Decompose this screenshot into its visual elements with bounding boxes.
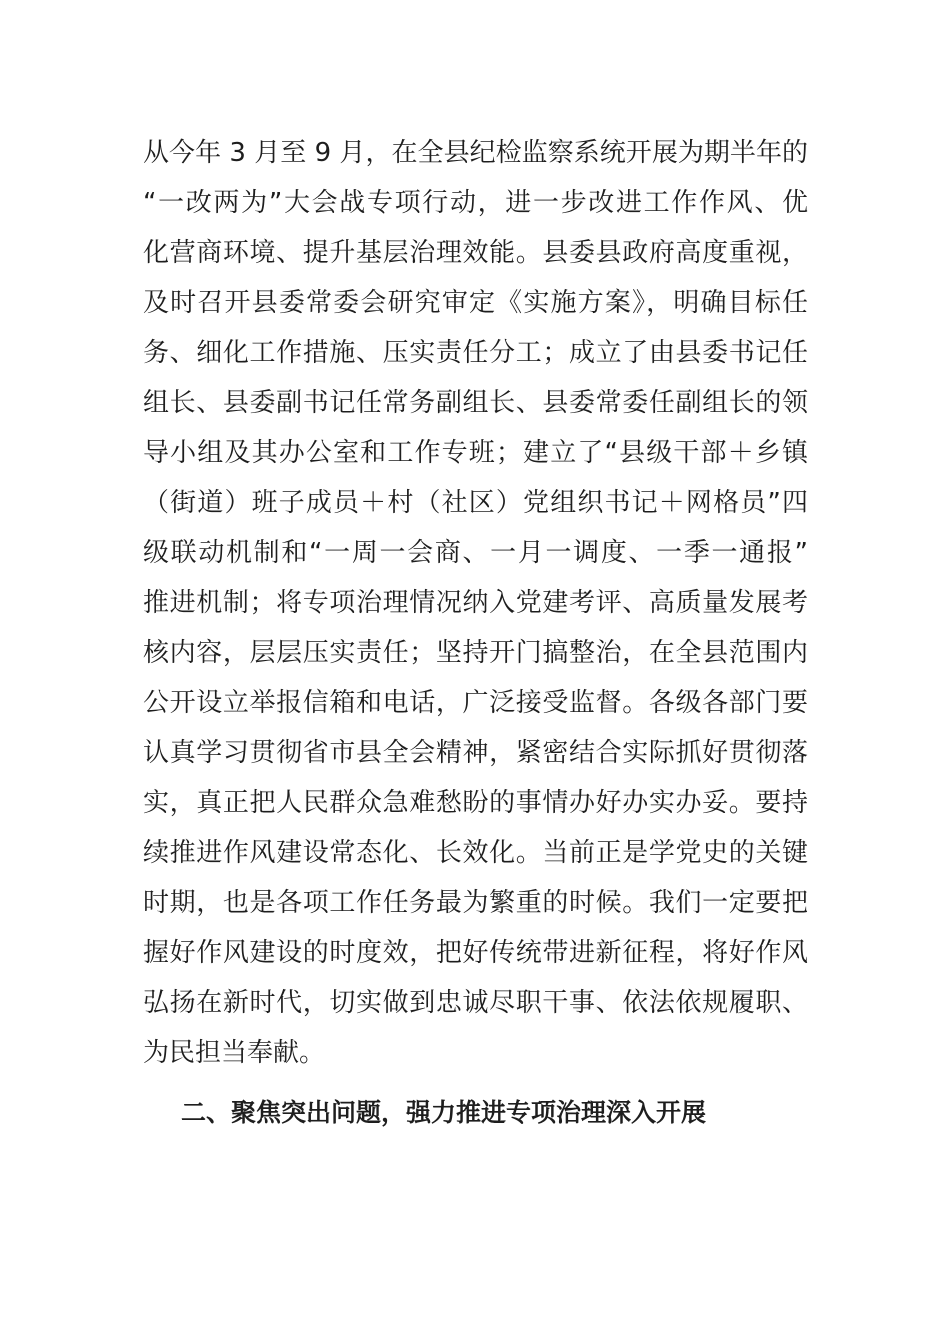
paragraph-line: 务、细化工作措施、压实责任分工；成立了由县委书记任	[143, 338, 808, 368]
paragraph-line: 组长、县委副书记任常务副组长、县委常委任副组长的领	[143, 388, 808, 418]
paragraph-line: 推进机制；将专项治理情况纳入党建考评、高质量发展考	[143, 588, 808, 618]
paragraph-line: 级联动机制和“一周一会商、一月一调度、一季一通报”	[143, 538, 808, 568]
paragraph-line: 化营商环境、提升基层治理效能。县委县政府高度重视，	[143, 238, 808, 268]
paragraph-line: 公开设立举报信箱和电话，广泛接受监督。各级各部门要	[143, 688, 808, 718]
paragraph-line: 握好作风建设的时度效，把好传统带进新征程，将好作风	[143, 938, 808, 968]
section-heading: 二、聚焦突出问题，强力推进专项治理深入开展	[181, 1098, 707, 1127]
document-body	[143, 128, 808, 1138]
paragraph-line: 时期，也是各项工作任务最为繁重的时候。我们一定要把	[143, 888, 808, 918]
paragraph-line: 及时召开县委常委会研究审定《实施方案》，明确目标任	[143, 288, 808, 318]
paragraph-line: 认真学习贯彻省市县全会精神，紧密结合实际抓好贯彻落	[143, 738, 808, 768]
paragraph-line: 弘扬在新时代，切实做到忠诚尽职干事、依法依规履职、	[143, 988, 808, 1018]
paragraph-line: 为民担当奉献。	[143, 1038, 326, 1068]
paragraph-line: （街道）班子成员＋村（社区）党组织书记＋网格员”四	[143, 488, 808, 518]
paragraph-line: 导小组及其办公室和工作专班；建立了“县级干部＋乡镇	[143, 438, 808, 468]
paragraph-line: 续推进作风建设常态化、长效化。当前正是学党史的关键	[143, 838, 808, 868]
paragraph-line: 实，真正把人民群众急难愁盼的事情办好办实办妥。要持	[143, 788, 808, 818]
body-paragraph	[143, 128, 808, 1078]
paragraph-line: “一改两为”大会战专项行动，进一步改进工作作风、优	[143, 188, 808, 218]
paragraph-line: 从今年 3 月至 9 月，在全县纪检监察系统开展为期半年的	[143, 138, 808, 168]
paragraph-line: 核内容，层层压实责任；坚持开门搞整治，在全县范围内	[143, 638, 808, 668]
